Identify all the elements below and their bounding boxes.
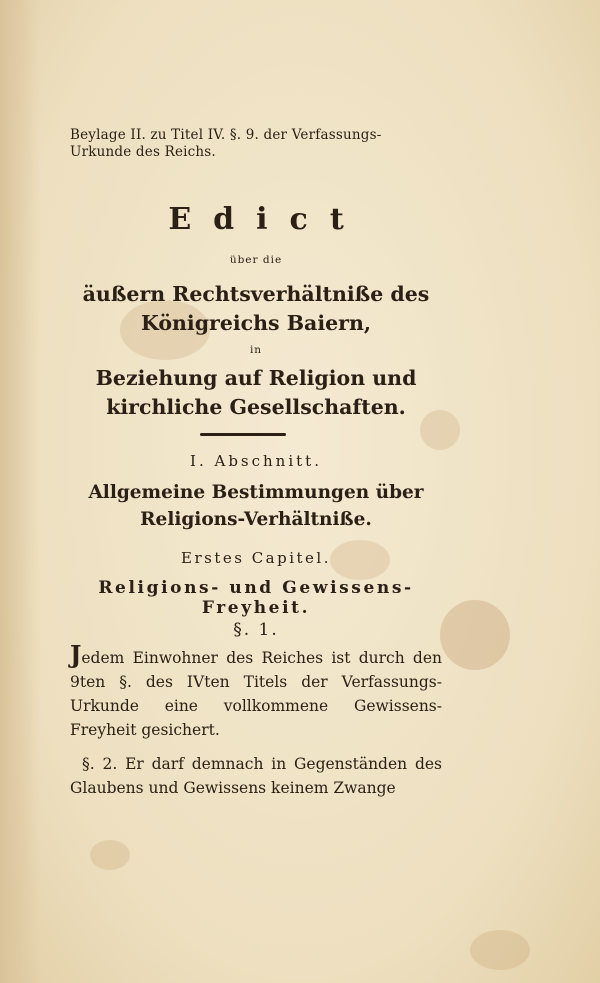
foxing-stain bbox=[470, 930, 530, 970]
header-note: Beylage II. zu Titel IV. §. 9. der Verfassungs-Urkunde des Reichs. bbox=[70, 127, 382, 160]
section-heading: I. Abschnitt. bbox=[190, 452, 322, 470]
paragraph-1-text: edem Einwohner des Reiches ist durch den 9ten §. des IVten Titels der Verfassungs-Urkunde eine vollkommene Gewissens-Freyheit gesichert. bbox=[70, 649, 442, 739]
edict-subject-2: Beziehung auf Religion und kirchliche Gesellschaften. bbox=[95, 366, 417, 419]
edict-title: Edict bbox=[168, 202, 366, 237]
title-connector-2: in bbox=[249, 344, 263, 356]
chapter-heading: Erstes Capitel. bbox=[181, 549, 331, 567]
foxing-stain bbox=[440, 600, 510, 670]
paragraph-mark: §. 1. bbox=[233, 620, 279, 640]
paragraph-1 bbox=[70, 640, 442, 742]
page-edge-shadow bbox=[0, 0, 40, 983]
paragraph-1-initial: J bbox=[70, 640, 82, 669]
title-divider bbox=[200, 433, 286, 436]
foxing-stain bbox=[90, 840, 130, 870]
section-title: Allgemeine Bestimmungen über Religions-Verhältniße. bbox=[88, 482, 424, 530]
paragraph-2: §. 2. Er darf demnach in Gegenständen des Glaubens und Gewissens keinem Zwange bbox=[70, 755, 442, 797]
chapter-title: Religions- und Gewissens-Freyheit. bbox=[98, 578, 414, 618]
edict-subject: äußern Rechtsverhältniße des Königreichs Baiern, bbox=[82, 282, 430, 335]
title-connector: über die bbox=[229, 254, 283, 266]
